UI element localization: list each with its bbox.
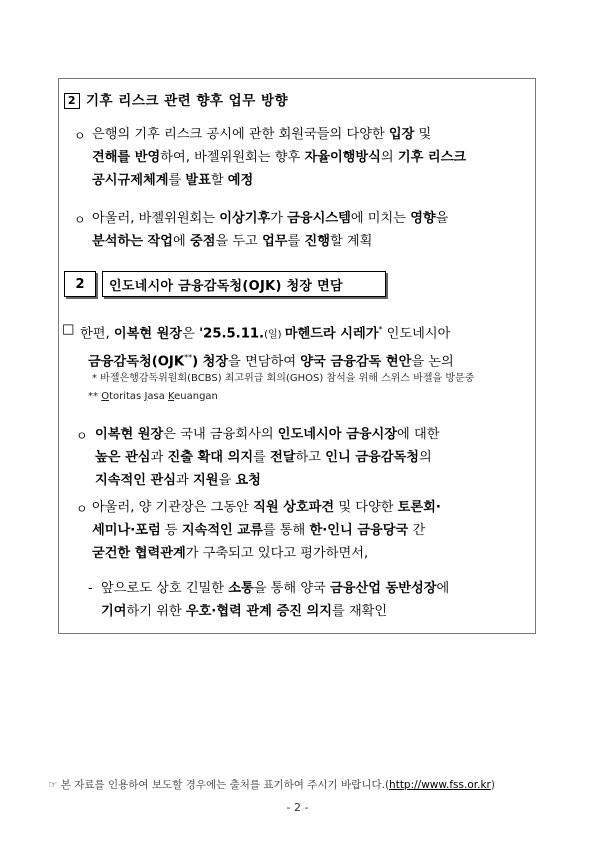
bullet-circle: ㅇ [76,429,88,443]
footer-citation-note: ☞ 본 자료를 인용하여 보도할 경우에는 출처를 표기하여 주시기 바랍니다.(http://www.fss.or.kr) [48,779,495,791]
paragraph-reaffirm: 앞으로도 상호 긴밀한 소통을 통해 양국 금융산업 동반성장에 기여하기 위한 우호·협력 관계 증진 의지를 재확인 [101,581,450,619]
fss-website-link[interactable]: http://www.fss.or.kr [389,779,491,791]
subsection-title: 기후 리스크 관련 향후 업무 방향 [86,93,289,109]
paragraph-climate-disclosure: 은행의 기후 리스크 공시에 관한 회원국들의 다양한 입장 및 견해를 반영하여, 바젤위원회는 향후 자율이행방식의 기후 리스크 공시규제체계를 발표할 예정 [92,127,467,188]
bullet-circle: ㅇ [74,213,86,227]
footnote-2: ** Otoritas Jasa Keuangan [88,391,218,402]
pointing-hand-icon: ☞ [48,779,58,791]
subsection-number: 2 [64,93,80,109]
section-number: 2 [64,271,96,297]
paragraph-ojk-meeting: 한편, 이복현 원장은 '25.5.11.(일) 마헨드라 시레가* 인도네시아 금융감독청(OJK**) 청장을 면담하여 양국 금융감독 현안을 논의 [80,325,454,370]
paragraph-cooperation: 아울러, 양 기관장은 그동안 직원 상호파견 및 다양한 토론회· 세미나·포럼 등 지속적인 교류를 통해 한·인니 금융당국 간 굳건한 협력관계가 구축되고 있다고 평가하면서, [92,500,441,561]
paragraph-director-request: 이복현 원장은 국내 금융회사의 인도네시아 금융시장에 대한 높은 관심과 진출 확대 의지를 전달하고 인니 금융감독청의 지속적인 관심과 지원을 요청 [95,427,440,488]
dash-bullet: - [88,581,93,596]
bullet-circle: ㅇ [74,129,86,143]
subsection-heading [64,89,288,109]
page-number: - 2 - [286,801,309,814]
section-title: 인도네시아 금융감독청(OJK) 청장 면담 [102,271,386,297]
section-heading-box [64,271,386,297]
box-bullet: □ [62,322,75,337]
paragraph-abnormal-climate: 아울러, 바젤위원회는 이상기후가 금융시스템에 미치는 영향을 분석하는 작업에 중점을 두고 업무를 진행할 계획 [92,211,449,249]
bullet-circle: ㅇ [76,502,88,516]
footnote-1: * 바젤은행감독위원회(BCBS) 최고위급 회의(GHOS) 참석을 위해 스위스 바젤을 방문중 [92,373,475,384]
